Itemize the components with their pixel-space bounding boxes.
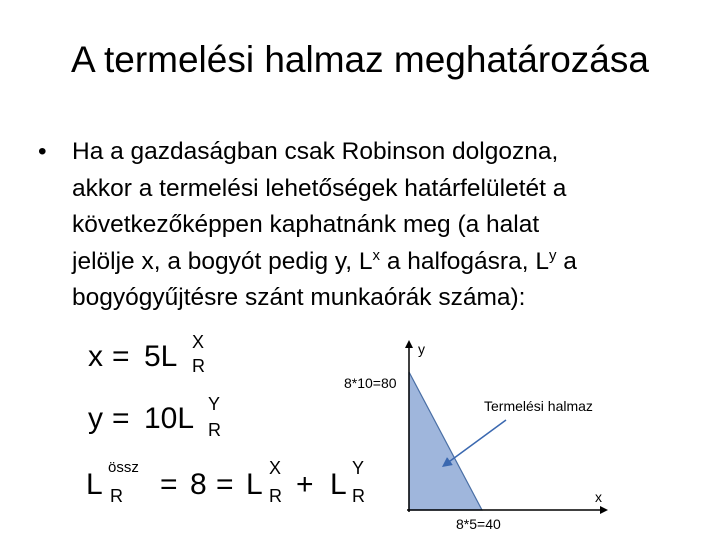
bullet-line-3: következőképpen kaphatnánk meg (a halat bbox=[72, 211, 540, 238]
eq2-op: = bbox=[112, 402, 130, 435]
bullet-line-4-part-c: a bbox=[556, 247, 577, 275]
production-set-region bbox=[409, 372, 482, 510]
eq3-total: 8 bbox=[190, 468, 207, 501]
x-intercept-label: 8*5=40 bbox=[456, 516, 501, 532]
eq3-lhs-sub: R bbox=[110, 486, 123, 506]
eq1-sub: R bbox=[192, 356, 205, 376]
x-axis-label: x bbox=[595, 489, 602, 505]
region-pointer-arrow bbox=[446, 420, 506, 464]
slide-title: A termelési halmaz meghatározása bbox=[71, 39, 649, 80]
eq1-op: = bbox=[112, 340, 130, 373]
eq3-t1-base: L bbox=[246, 468, 263, 501]
bullet-line-5: bogyógyűjtésre szánt munkaórák száma): bbox=[72, 284, 526, 311]
equation-1 bbox=[88, 332, 205, 376]
eq1-lhs: x bbox=[88, 340, 103, 373]
ly-superscript: y bbox=[548, 246, 557, 264]
eq2-sub: R bbox=[208, 420, 221, 440]
equation-2 bbox=[88, 394, 221, 440]
eq3-lhs-sup: össz bbox=[108, 459, 139, 476]
eq3-t1-sup: X bbox=[269, 458, 282, 478]
bullet-line-1: Ha a gazdaságban csak Robinson dolgozna, bbox=[72, 138, 559, 165]
y-intercept-label: 8*10=80 bbox=[344, 375, 397, 391]
bullet-line-4-part-a: jelölje x, a bogyót pedig y, L bbox=[72, 247, 373, 275]
eq3-t1-sub: R bbox=[269, 486, 282, 506]
eq3-eq2: = bbox=[216, 468, 234, 501]
equation-3 bbox=[86, 458, 365, 506]
eq3-plus: + bbox=[296, 468, 314, 501]
bullet-dot: • bbox=[38, 138, 47, 165]
eq3-t2-base: L bbox=[330, 468, 347, 501]
eq1-sup: X bbox=[192, 332, 205, 352]
eq3-lhs-base: L bbox=[86, 468, 103, 501]
eq2-lhs: y bbox=[88, 402, 103, 435]
eq3-eq1: = bbox=[160, 468, 178, 501]
eq3-t2-sup: Y bbox=[352, 458, 365, 478]
eq2-coef: 10L bbox=[144, 402, 195, 435]
eq2-sup: Y bbox=[208, 394, 221, 414]
y-axis-label: y bbox=[418, 341, 425, 357]
lx-superscript: x bbox=[372, 246, 381, 264]
bullet-line-2: akkor a termelési lehetőségek határfelületét a bbox=[72, 174, 567, 202]
region-label: Termelési halmaz bbox=[484, 398, 593, 414]
eq3-t2-sub: R bbox=[352, 486, 365, 506]
eq1-coef: 5L bbox=[144, 340, 178, 373]
bullet-line-4-part-b: a halfogásra, L bbox=[380, 247, 549, 275]
